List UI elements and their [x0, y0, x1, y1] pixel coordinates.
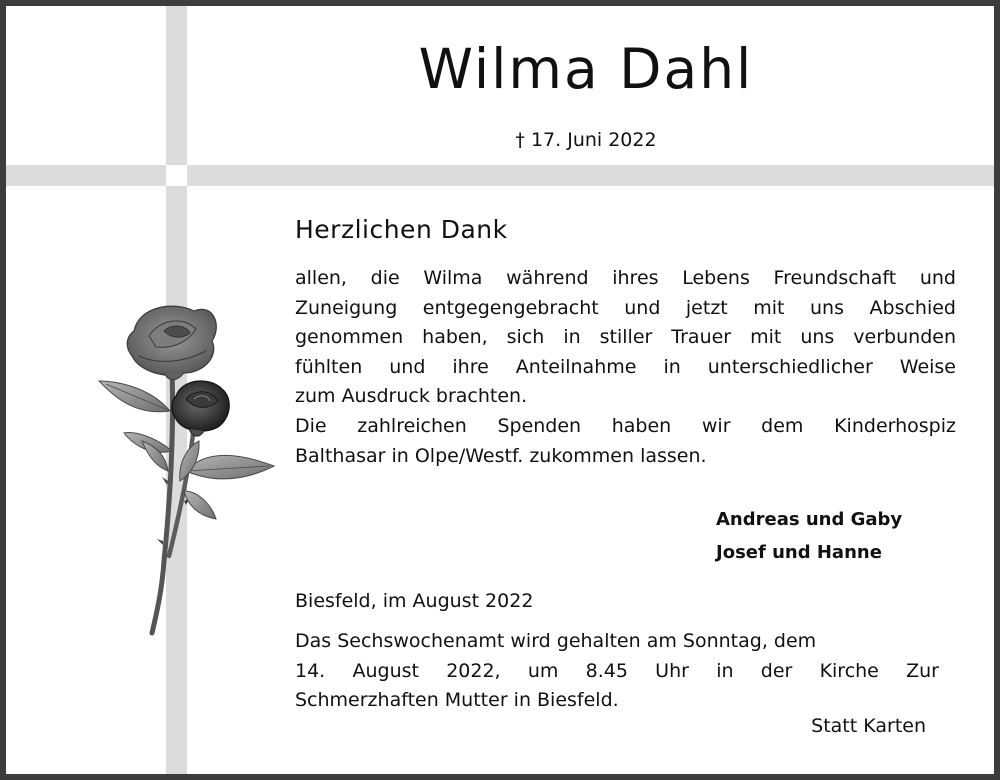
thanks-paragraph — [295, 264, 956, 412]
closing-note: Statt Karten — [811, 715, 926, 737]
paragraph-line: 14. August 2022, um 8.45 Uhr in der Kirche Zur — [295, 659, 939, 682]
paragraph-line: Die zahlreichen Spenden haben wir dem Kinderhospiz — [295, 415, 956, 437]
place-date: Biesfeld, im August 2022 — [295, 590, 534, 612]
death-date: † 17. Juni 2022 — [515, 129, 657, 151]
paragraph-line: Balthasar in Olpe/Westf. zukommen lassen. — [295, 444, 707, 467]
paragraph-line: genommen haben, sich in stiller Trauer mit uns verbunden — [295, 326, 956, 348]
paragraph-line: Zuneigung entgegengebracht und jetzt mit uns Abschied — [295, 296, 956, 319]
signer-name: Andreas und Gaby — [716, 509, 903, 530]
signer-name: Josef und Hanne — [716, 542, 882, 563]
service-paragraph — [295, 627, 939, 716]
paragraph-line: Das Sechswochenamt wird gehalten am Sonntag, dem — [295, 630, 817, 652]
paragraph-line: Schmerzhaften Mutter in Biesfeld. — [295, 689, 619, 711]
cross-horizontal-bar — [6, 165, 1000, 186]
thanks-heading: Herzlichen Dank — [295, 215, 508, 244]
paragraph-line: zum Ausdruck brachten. — [295, 385, 528, 407]
deceased-name: Wilma Dahl — [418, 37, 754, 101]
rose-icon — [94, 301, 279, 641]
paragraph-line: allen, die Wilma während ihres Lebens Freundschaft und — [295, 267, 956, 289]
donation-paragraph — [295, 412, 956, 471]
paragraph-line: fühlten und ihre Anteilnahme in unterschiedlicher Weise — [295, 355, 956, 378]
cross-intersection — [166, 165, 187, 186]
